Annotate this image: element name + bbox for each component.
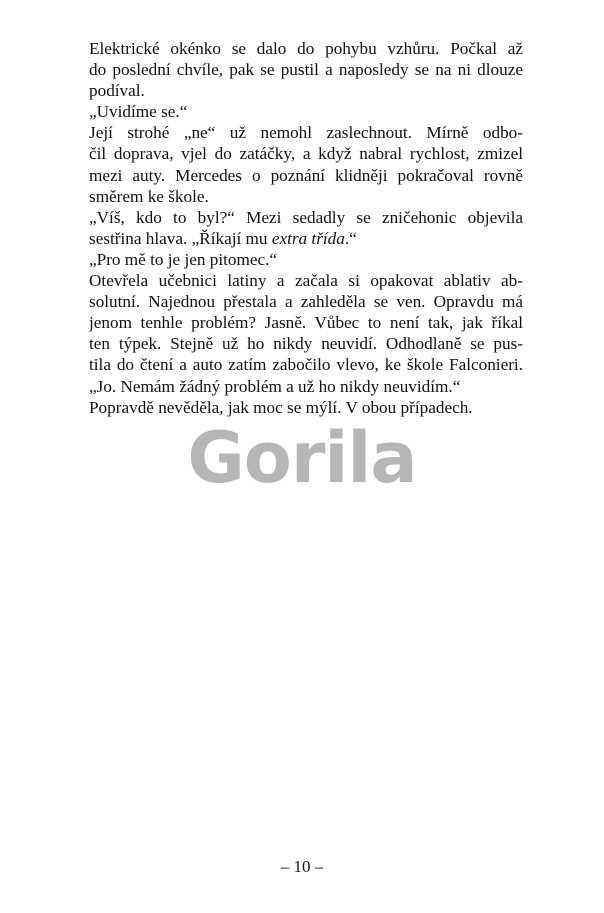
watermark-logo: Gorila — [187, 417, 417, 499]
text-line: solutní. Najednou přestala a zahleděla se ven. Opravdu má — [89, 292, 523, 312]
text-line: Elektrické okénko se dalo do pohybu vzhůru. Počkal až — [89, 39, 523, 58]
text-line: jenom tenhle problém? Jasně. Vůbec to není tak, jak říkal — [89, 313, 523, 333]
text-fragment: .“ — [344, 228, 357, 248]
text-line: čil doprava, vjel do zatáčky, a když nabral rychlost, zmizel — [89, 144, 523, 164]
body-text — [89, 38, 523, 418]
text-line: mezi auty. Mercedes o poznání klidněji pokračoval rovně — [89, 165, 523, 185]
text-line: ten týpek. Stejně už ho nikdy neuvidí. Odhodlaně se pus- — [89, 334, 523, 354]
text-line: směrem ke škole. — [89, 186, 209, 206]
text-line: Popravdě nevěděla, jak moc se mýlí. V obou případech. — [89, 397, 473, 417]
text-fragment: sestřina hlava. „Říkají mu — [89, 228, 272, 248]
text-line — [89, 228, 523, 249]
text-line: podíval. — [89, 81, 145, 101]
text-line: do poslední chvíle, pak se pustil a naposledy se na ni dlouze — [89, 60, 523, 80]
text-line: „Pro mě to je jen pitomec.“ — [89, 249, 278, 269]
text-line: „Jo. Nemám žádný problém a už ho nikdy neuvidím.“ — [89, 376, 461, 396]
text-line: Otevřela učebnici latiny a začala si opakovat ablativ ab- — [89, 271, 523, 291]
text-line: „Víš, kdo to byl?“ Mezi sedadly se zničehonic objevila — [89, 207, 523, 227]
text-line: „Uvidíme se.“ — [89, 102, 188, 122]
italic-phrase: extra třída — [271, 228, 345, 248]
text-line: Její strohé „ne“ už nemohl zaslechnout. Mírně odbo- — [89, 123, 523, 143]
page-number: – 10 – — [280, 857, 324, 876]
text-line: tila do čtení a auto zatím zabočilo vlevo, ke škole Falconieri. — [89, 355, 523, 375]
